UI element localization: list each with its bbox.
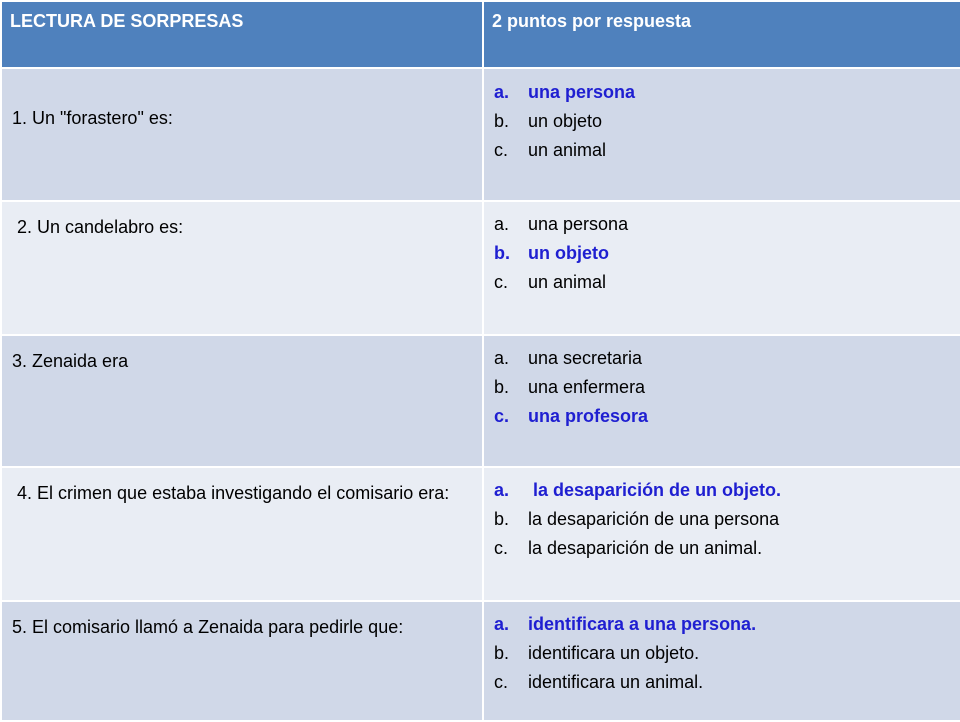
- answer-option-a: [494, 344, 950, 373]
- option-letter: c.: [494, 272, 509, 292]
- header-title-cell: [1, 1, 483, 68]
- option-letter: a.: [494, 214, 510, 234]
- question-cell: [1, 467, 483, 601]
- question-text: 5. El comisario llamó a Zenaida para pedirle que:: [12, 617, 404, 637]
- answer-list: [484, 468, 960, 563]
- answer-option-b: [494, 639, 950, 668]
- option-text: la desaparición de un objeto.: [528, 480, 782, 500]
- answers-cell: [483, 467, 960, 601]
- option-text: identificara un objeto.: [528, 643, 700, 663]
- question-row-3: [1, 335, 960, 467]
- answer-list: [484, 69, 960, 165]
- answer-list: [484, 602, 960, 697]
- option-letter: a.: [494, 348, 510, 368]
- option-text: una persona: [528, 214, 629, 234]
- question-text: 2. Un candelabro es:: [12, 217, 184, 237]
- option-letter: b.: [494, 509, 510, 529]
- answer-option-b: [494, 107, 950, 136]
- question-row-5: [1, 601, 960, 721]
- answers-cell: [483, 601, 960, 721]
- question-row-2: [1, 201, 960, 335]
- option-letter: c.: [494, 140, 509, 160]
- answer-option-a: [494, 610, 950, 639]
- option-text: un objeto: [528, 111, 603, 131]
- answer-list: [484, 202, 960, 297]
- option-letter: c.: [494, 406, 510, 426]
- option-text: un animal: [528, 272, 607, 292]
- option-text: la desaparición de una persona: [528, 509, 780, 529]
- option-letter: a.: [494, 82, 510, 102]
- header-points: 2 puntos por respuesta: [492, 11, 692, 31]
- question-row-1: [1, 68, 960, 201]
- option-text: una enfermera: [528, 377, 646, 397]
- answer-option-b: [494, 373, 950, 402]
- answer-option-c: [494, 268, 950, 297]
- answer-option-a: [494, 78, 950, 107]
- option-letter: b.: [494, 643, 510, 663]
- answer-option-c: [494, 402, 950, 431]
- answer-option-c: [494, 534, 950, 563]
- option-letter: b.: [494, 377, 510, 397]
- question-text: 3. Zenaida era: [12, 351, 129, 371]
- header-title: LECTURA DE SORPRESAS: [10, 11, 244, 31]
- answer-option-c: [494, 136, 950, 165]
- option-letter: b.: [494, 243, 510, 263]
- header-row: [1, 1, 960, 68]
- answers-cell: [483, 68, 960, 201]
- answers-cell: [483, 201, 960, 335]
- answers-cell: [483, 335, 960, 467]
- answer-option-b: [494, 239, 950, 268]
- option-text: una profesora: [528, 406, 649, 426]
- option-text: un animal: [528, 140, 607, 160]
- option-text: la desaparición de un animal.: [528, 538, 763, 558]
- answer-option-a: [494, 476, 950, 505]
- header-points-cell: [483, 1, 960, 68]
- option-text: un objeto: [528, 243, 609, 263]
- question-text: 1. Un "forastero" es:: [12, 108, 173, 128]
- option-letter: a.: [494, 480, 510, 500]
- answer-option-a: [494, 210, 950, 239]
- question-cell: [1, 68, 483, 201]
- question-cell: [1, 335, 483, 467]
- question-text: 4. El crimen que estaba investigando el comisario era:: [12, 483, 450, 503]
- answer-option-c: [494, 668, 950, 697]
- question-cell: [1, 201, 483, 335]
- option-letter: a.: [494, 614, 510, 634]
- answer-list: [484, 336, 960, 431]
- option-letter: c.: [494, 672, 509, 692]
- option-letter: c.: [494, 538, 509, 558]
- option-text: identificara un animal.: [528, 672, 704, 692]
- answer-option-b: [494, 505, 950, 534]
- option-letter: b.: [494, 111, 510, 131]
- option-text: identificara a una persona.: [528, 614, 757, 634]
- option-text: una secretaria: [528, 348, 643, 368]
- question-row-4: [1, 467, 960, 601]
- question-cell: [1, 601, 483, 721]
- option-text: una persona: [528, 82, 636, 102]
